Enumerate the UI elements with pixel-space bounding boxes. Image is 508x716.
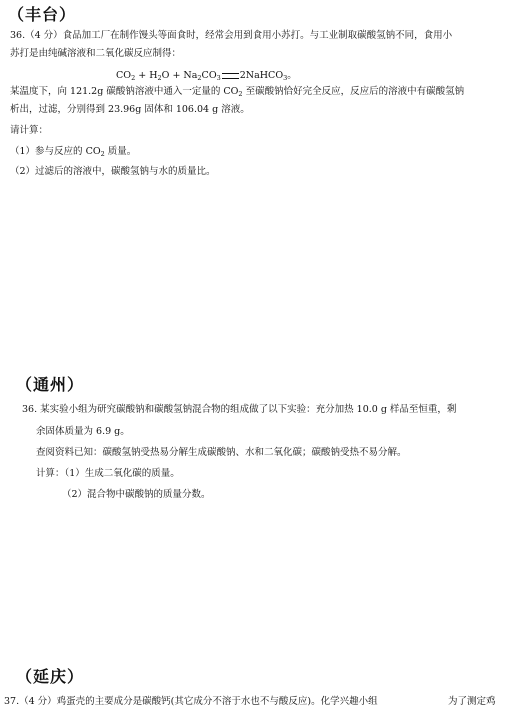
question-36-tongzhou-line2: 余固体质量为 6.9 g。 [36,426,130,437]
question-36-tongzhou-line1: 36. 某实验小组为研究碳酸钠和碳酸氢钠混合物的组成做了以下实验：充分加热 10.0 g 样品至恒重，剩 [22,404,457,415]
problem-line2: 析出，过滤，分别得到 23.96g 固体和 106.04 g 溶液。 [10,104,250,115]
problem-line1: 某温度下，向 121.2g 碳酸钠溶液中通入一定量的 $CO_2$ 至碳酸钠恰好完全反应，反应后的溶液中有碳酸氢钠 [10,86,465,98]
question-37-yanqing-line1-tail: 为了测定鸡 [448,696,496,707]
question-36-fengtai-line1: 36.（4 分）食品加工厂在制作馒头等面食时，经常会用到食用小苏打。与工业制取碳酸氢钠不同，食用小 [10,30,453,41]
double-bar-equals-sign [222,73,239,79]
sub-question-2: （2）过滤后的溶液中，碳酸氢钠与水的质量比。 [10,166,216,177]
chemical-equation: $CO_2 + H_2O + Na_2CO_3$ 2NaHCO$_3$。 [116,70,297,82]
section-heading-yanqing: （延庆） [16,667,85,686]
calc-item-1: 计算：（1）生成二氧化碳的质量。 [36,468,180,479]
ask-label: 请计算： [10,125,49,136]
section-heading-tongzhou: （通州） [16,375,85,394]
question-36-fengtai-line2: 苏打是由纯碱溶液和二氧化碳反应制得： [10,48,182,59]
reference-info: 查阅资料已知：碳酸氢钠受热易分解生成碳酸钠、水和二氧化碳；碳酸钠受热不易分解。 [36,447,407,458]
question-37-yanqing-line1: 37.（4 分）鸡蛋壳的主要成分是碳酸钙(其它成分不溶于水也不与酸反应)。化学兴趣小组 [4,696,378,707]
sub-question-1: （1）参与反应的 $CO_2$ 质量。 [10,146,137,158]
section-heading-fengtai: （丰台） [8,5,77,24]
calc-item-2: （2）混合物中碳酸钠的质量分数。 [62,489,211,500]
